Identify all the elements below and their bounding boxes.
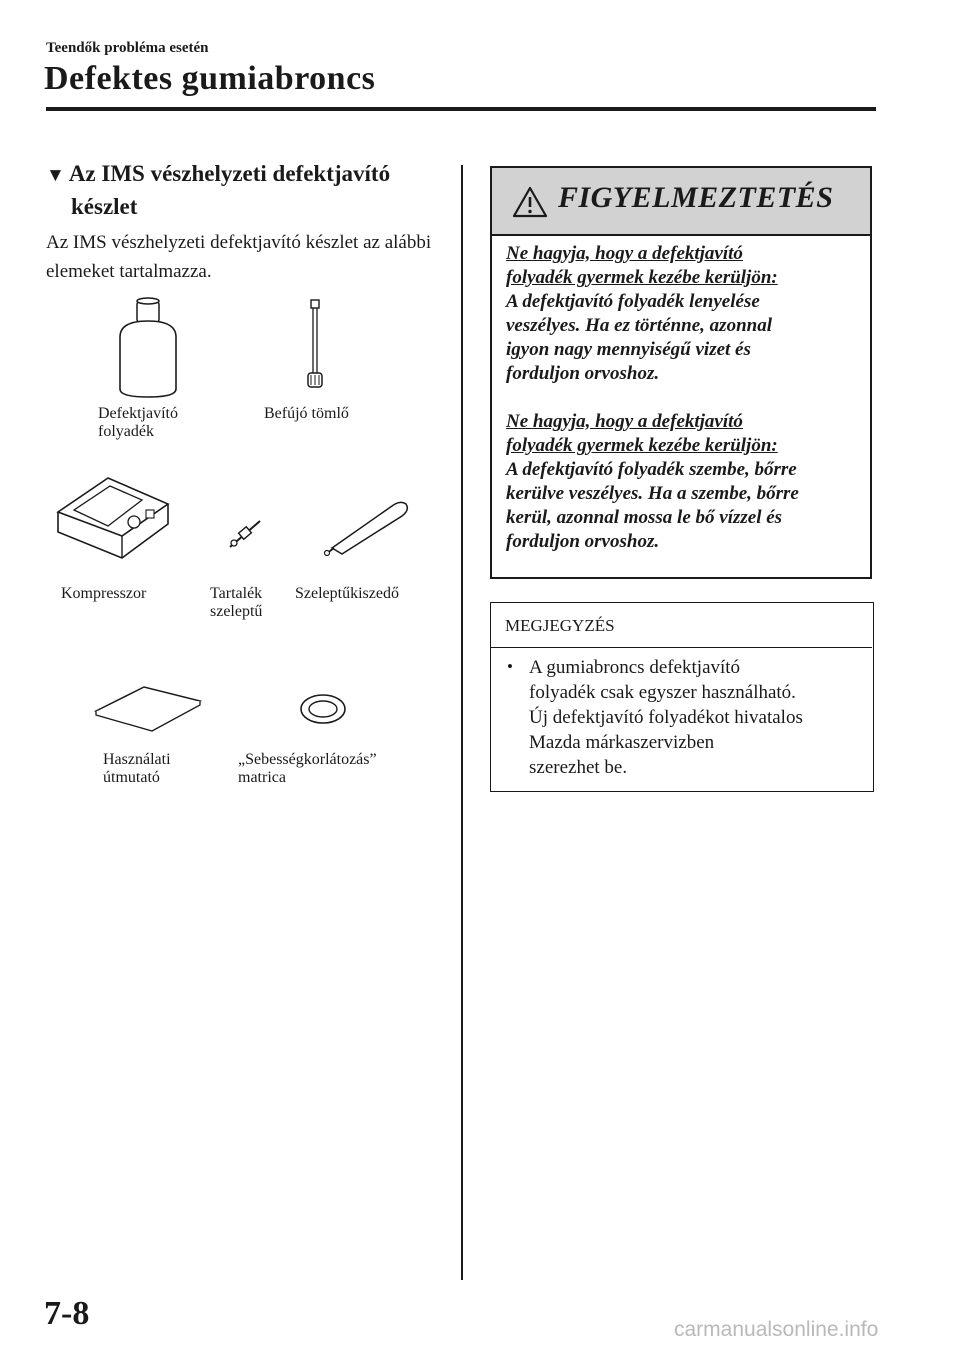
warning-line: kerül, azonnal mossa le bő vízzel és xyxy=(506,507,783,528)
title-rule xyxy=(46,107,876,111)
warning-line: A defektjavító folyadék lenyelése xyxy=(506,291,760,312)
note-line: A gumiabroncs defektjavító xyxy=(529,657,741,678)
section-heading xyxy=(46,158,446,222)
warning-header xyxy=(492,168,870,236)
warning-body xyxy=(506,242,862,554)
note-header xyxy=(491,603,872,648)
note-line: folyadék csak egyszer használható. xyxy=(529,682,796,703)
warning-lead: Ne hagyja, hogy a defektjavító xyxy=(506,243,743,264)
warning-line: forduljon orvoshoz. xyxy=(506,363,660,384)
note-line: szerezhet be. xyxy=(529,757,628,778)
manual-icon xyxy=(92,683,204,733)
warning-triangle-icon xyxy=(512,186,548,218)
warning-line: veszélyes. Ha ez történne, azonnal xyxy=(506,315,772,336)
valve-tool-icon xyxy=(322,496,412,556)
section-heading-line2: készlet xyxy=(71,194,138,219)
watermark: carmanualsonline.info xyxy=(674,1318,879,1341)
kit-label-manual: Használati útmutató xyxy=(103,751,171,786)
warning-box xyxy=(490,166,872,579)
page-title: Defektes gumiabroncs xyxy=(44,60,376,97)
note-box xyxy=(490,602,874,792)
column-divider xyxy=(461,165,463,1280)
warning-line: A defektjavító folyadék szembe, bőrre xyxy=(506,459,797,480)
note-line: Új defektjavító folyadékot hivatalos xyxy=(529,707,803,728)
note-line: Mazda márkaszervizben xyxy=(529,732,715,753)
bottle-icon xyxy=(112,297,184,399)
note-title: MEGJEGYZÉS xyxy=(505,616,615,635)
breadcrumb: Teendők probléma esetén xyxy=(46,40,209,56)
kit-label-valve-core: Tartalék szeleptű xyxy=(210,585,263,620)
hose-icon xyxy=(300,299,330,391)
warning-line: kerülve veszélyes. Ha a szembe, bőrre xyxy=(506,483,799,504)
warning-line: igyon nagy mennyiségű vizet és xyxy=(506,339,751,360)
kit-label-hose: Befújó tömlő xyxy=(264,405,349,422)
kit-label-fluid: Defektjavító folyadék xyxy=(98,405,178,440)
triangle-marker-icon: ▼ xyxy=(46,165,65,186)
kit-label-compressor: Kompresszor xyxy=(61,585,147,602)
intro-paragraph: Az IMS vészhelyzeti defektjavító készlet az alábbi elemeket tartalmazza. xyxy=(46,232,432,282)
page-number: 7-8 xyxy=(44,1295,90,1332)
valve-core-icon xyxy=(226,517,266,551)
section-heading-line1: Az IMS vészhelyzeti defektjavító xyxy=(68,161,391,186)
warning-line: forduljon orvoshoz. xyxy=(506,531,660,552)
sticker-icon xyxy=(298,692,348,726)
warning-lead: folyadék gyermek kezébe kerüljön: xyxy=(506,267,778,288)
warning-lead: folyadék gyermek kezébe kerüljön: xyxy=(506,435,778,456)
warning-lead: Ne hagyja, hogy a defektjavító xyxy=(506,411,743,432)
warning-title: FIGYELMEZTETÉS xyxy=(558,181,834,214)
bullet-icon: • xyxy=(507,657,513,676)
note-text xyxy=(529,655,865,780)
warning-spacer xyxy=(506,386,862,410)
kit-label-sticker: „Sebességkorlátozás” matrica xyxy=(238,751,377,786)
compressor-icon xyxy=(54,472,172,562)
kit-label-valve-tool: Szeleptűkiszedő xyxy=(295,585,399,602)
